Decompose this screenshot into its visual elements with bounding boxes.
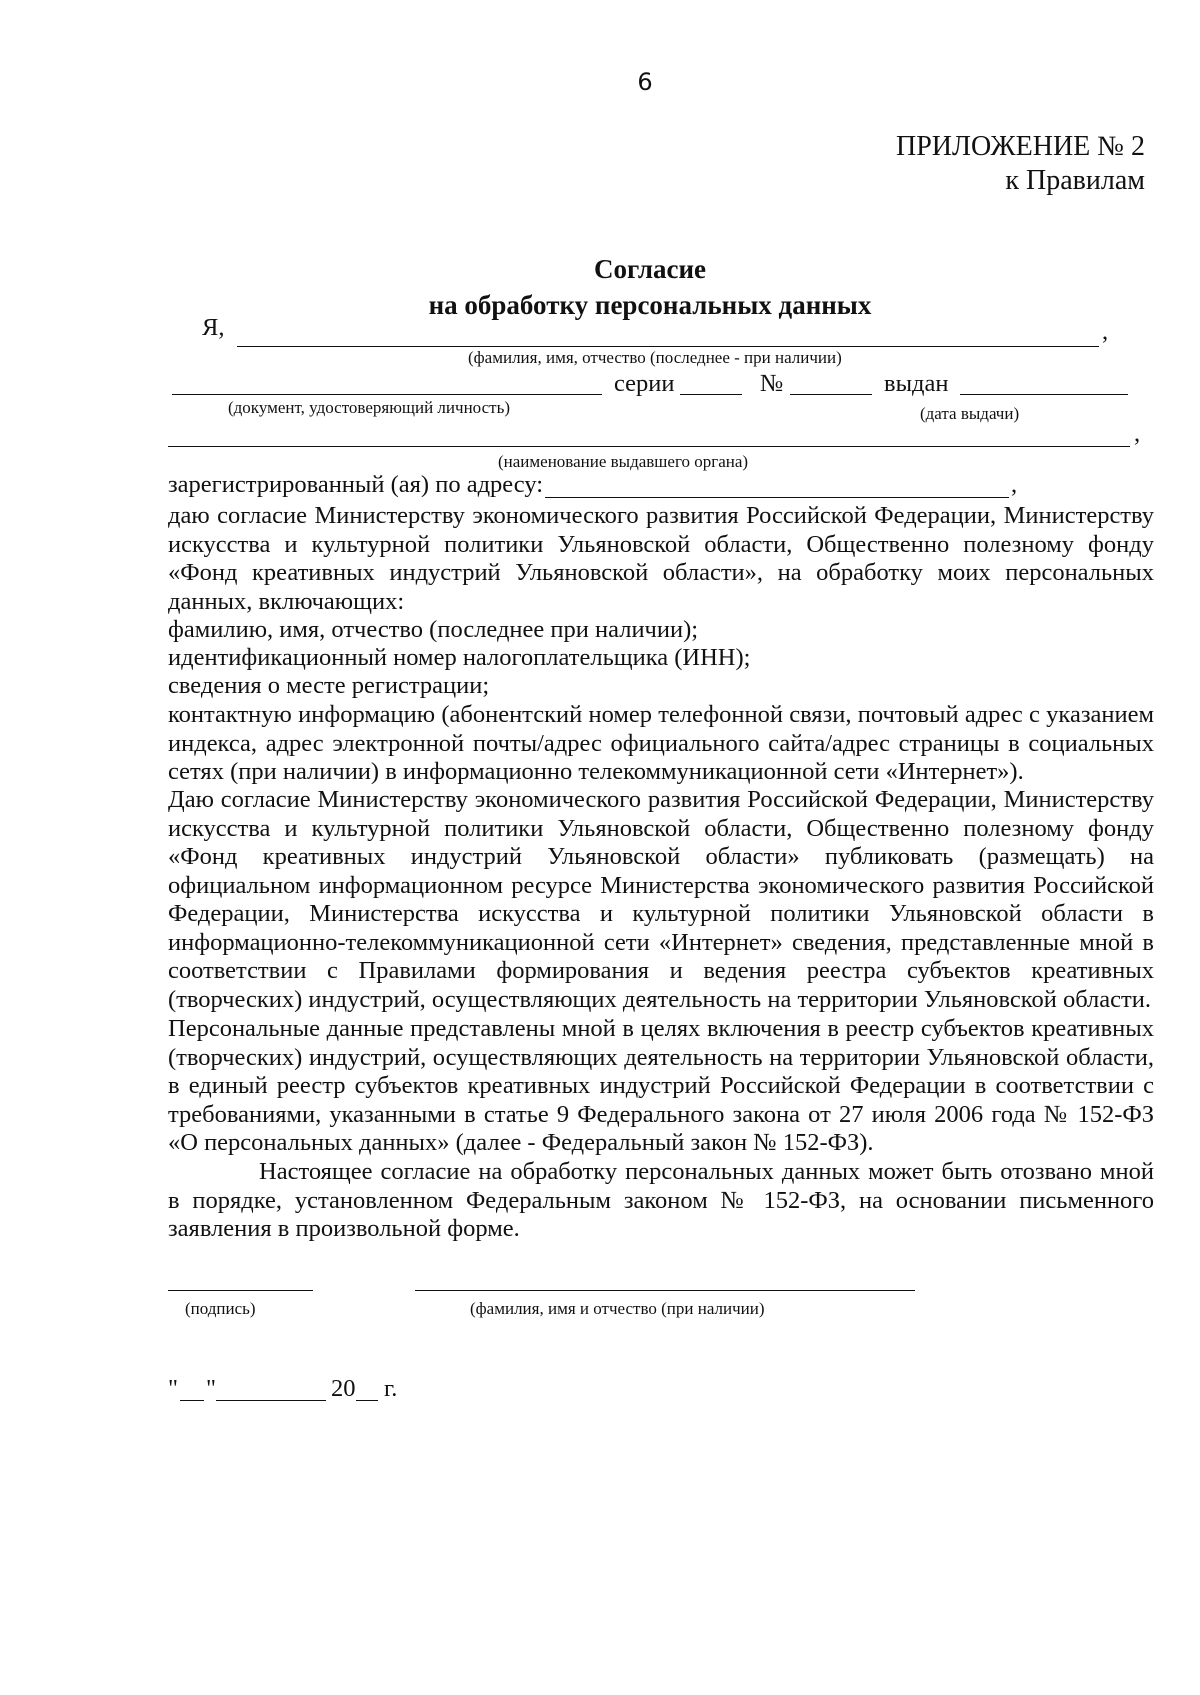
appendix-label: ПРИЛОЖЕНИЕ № 2: [896, 131, 1145, 162]
document-caption: (документ, удостоверяющий личность): [228, 398, 510, 417]
year-field[interactable]: [356, 1400, 378, 1401]
document-subtitle: на обработку персональных данных: [428, 290, 872, 320]
authority-comma: ,: [1134, 420, 1141, 447]
date-caption: (дата выдачи): [920, 404, 1020, 423]
fio-field[interactable]: [237, 346, 1099, 347]
year-prefix: 20: [331, 1375, 356, 1402]
appendix-reference: к Правилам: [1005, 165, 1145, 196]
i-label: Я,: [202, 314, 225, 341]
fio-caption: (фамилия, имя, отчество (последнее - при наличии): [468, 348, 842, 367]
issuing-authority-field[interactable]: [168, 446, 1130, 447]
full-name-caption: (фамилия, имя и отчество (при наличии): [470, 1299, 765, 1318]
purpose-paragraph: Персональные данные представлены мной в целях включения в реестр субъектов креативных (творческих) индустрий, осуществляющих деятельность на территории Ульяновской области, в единый реестр субъектов креативных индустрий Российской Федерации в соответствии с требованиями, указанными в статье 9 Федерального закона от 27 июля 2006 года № 152-ФЗ «О персональных данных» (далее - Федеральный закон № 152-ФЗ).: [168, 1015, 1154, 1156]
year-suffix: г.: [384, 1375, 398, 1402]
issue-date-field[interactable]: [960, 394, 1128, 395]
day-field[interactable]: [180, 1400, 204, 1401]
signature-caption: (подпись): [185, 1299, 256, 1318]
series-field[interactable]: [680, 394, 742, 395]
document-title: Согласие: [593, 254, 707, 284]
date-open-quote: ": [168, 1375, 179, 1402]
publish-consent: Даю согласие Министерству экономического развития Российской Федерации, Министерству искусства и культурной политики Ульяновской области, Общественно полезному фонду «Фонд креативных индустрий Ульяновской области» публиковать (размещать) на официальном информационном ресурсе Министерства экономического развития Российской Федерации, Министерства искусства и культурной политики Ульяновской области в информационно-телекоммуникационной сети «Интернет» сведения, представленные мной в соответствии с Правилами формирования и ведения реестра субъектов креативных (творческих) индустрий, осуществляющих деятельность на территории Ульяновской области.: [168, 786, 1154, 1013]
series-label: серии: [614, 370, 675, 397]
signature-field[interactable]: [168, 1290, 313, 1291]
fio-comma: ,: [1102, 318, 1109, 345]
number-label: №: [760, 370, 784, 397]
consent-intro: даю согласие Министерству экономического развития Российской Федерации, Министерству искусства и культурной политики Ульяновской области, Общественно полезному фонду «Фонд креативных индустрий Ульяновской области», на обработку моих персональных данных, включающих:: [168, 502, 1154, 615]
month-field[interactable]: [216, 1400, 326, 1401]
authority-caption: (наименование выдавшего органа): [498, 452, 749, 471]
document-field[interactable]: [172, 394, 602, 395]
list-item: фамилию, имя, отчество (последнее при наличии);: [168, 616, 699, 643]
page-number: 6: [637, 68, 653, 96]
address-comma: ,: [1011, 471, 1018, 498]
list-item: идентификационный номер налогоплательщика (ИНН);: [168, 644, 751, 671]
revocation-paragraph: Настоящее согласие на обработку персональных данных может быть отозвано мной в порядке, установленном Федеральным законом № 152-ФЗ, на основании письменного заявления в произвольной форме.: [168, 1158, 1154, 1242]
issued-label: выдан: [884, 370, 949, 397]
full-name-field[interactable]: [415, 1290, 915, 1291]
registered-label: зарегистрированный (ая) по адресу:: [168, 471, 544, 498]
contact-item: контактную информацию (абонентский номер телефонной связи, почтовый адрес с указанием индекса, адрес электронной почты/адрес официального сайта/адрес страницы в социальных сетях (при наличии) в информационно телекоммуникационной сети «Интернет»).: [168, 701, 1154, 785]
number-field[interactable]: [790, 394, 872, 395]
date-close-quote: ": [206, 1375, 217, 1402]
list-item: сведения о месте регистрации;: [168, 672, 490, 699]
address-field[interactable]: [545, 497, 1009, 498]
